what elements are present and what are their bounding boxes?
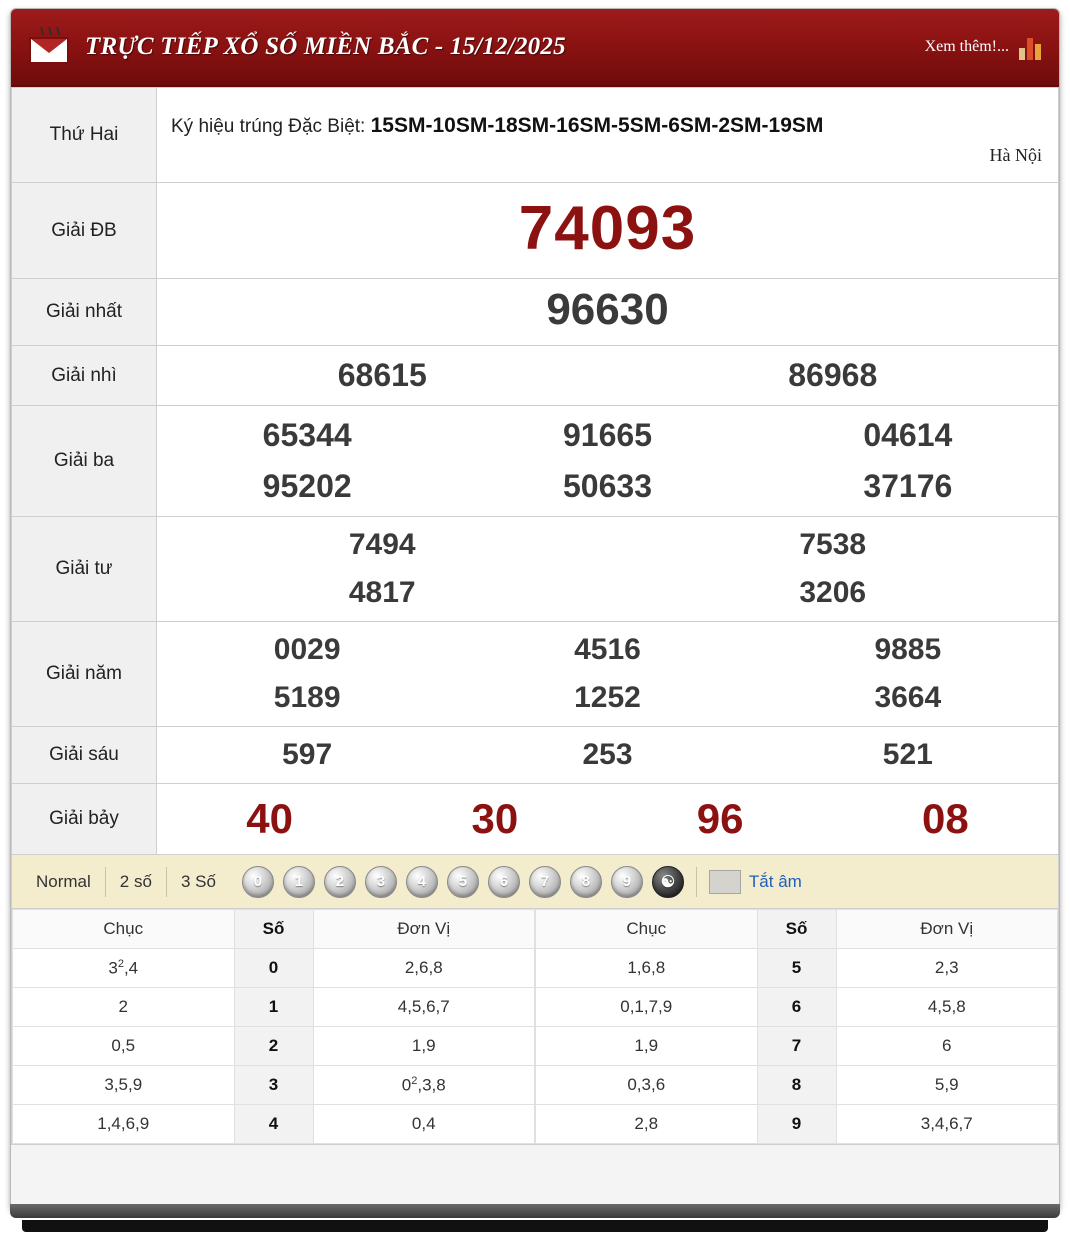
mode-normal-button[interactable]: Normal bbox=[36, 871, 91, 891]
digit-ball-5[interactable]: 5 bbox=[447, 866, 479, 898]
weekday-label: Thứ Hai bbox=[12, 88, 157, 183]
cell-units: 2,3 bbox=[836, 949, 1058, 988]
sound-toggle[interactable] bbox=[697, 870, 802, 894]
cell-units: 3,4,6,7 bbox=[836, 1105, 1058, 1144]
page-title: TRỰC TIẾP XỔ SỐ MIỀN BẮC - 15/12/2025 bbox=[85, 33, 566, 60]
bar-chart-icon[interactable] bbox=[1019, 34, 1045, 60]
col-header-num: Số bbox=[234, 910, 313, 949]
sound-label[interactable]: Tắt âm bbox=[748, 871, 802, 891]
cell-num: 8 bbox=[757, 1066, 836, 1105]
prize-number: 37176 bbox=[863, 468, 953, 504]
prize-label-nhat: Giải nhất bbox=[12, 279, 157, 346]
cell-units: $0^2,3,8$ bbox=[313, 1066, 535, 1105]
cell-units: 4,5,8 bbox=[836, 988, 1058, 1027]
stats-panel bbox=[11, 909, 1059, 1145]
window-bottom-bar bbox=[10, 1204, 1060, 1218]
prize-values-db bbox=[157, 183, 1059, 279]
prize-label-nhi: Giải nhì bbox=[12, 346, 157, 406]
prize-values-sau bbox=[157, 727, 1059, 784]
cell-num: 3 bbox=[234, 1066, 313, 1105]
table-row bbox=[536, 949, 1058, 988]
prize-label-bay: Giải bảy bbox=[12, 784, 157, 855]
cell-tens: 1,4,6,9 bbox=[13, 1105, 235, 1144]
prize-number: 521 bbox=[882, 738, 933, 771]
table-row bbox=[13, 949, 535, 988]
cell-tens: 3,5,9 bbox=[13, 1066, 235, 1105]
symbol-value: 15SM-10SM-18SM-16SM-5SM-6SM-2SM-19SM bbox=[370, 114, 824, 138]
lottery-widget bbox=[10, 8, 1060, 1210]
stats-table-left bbox=[12, 909, 535, 1144]
prize-label-ba: Giải ba bbox=[12, 406, 157, 517]
table-row-db bbox=[12, 183, 1059, 279]
see-more-link[interactable]: Xem thêm!... bbox=[924, 38, 1009, 55]
table-row-bay bbox=[12, 784, 1059, 855]
cell-num: 2 bbox=[234, 1027, 313, 1066]
cell-num: 0 bbox=[234, 949, 313, 988]
mail-icon bbox=[25, 27, 73, 67]
prize-number: 1252 bbox=[574, 681, 641, 714]
digit-ball-0[interactable]: 0 bbox=[242, 866, 274, 898]
symbol-cell bbox=[157, 88, 1059, 183]
table-row bbox=[536, 1105, 1058, 1144]
cell-num: 7 bbox=[757, 1027, 836, 1066]
window-foot-shadow bbox=[22, 1220, 1048, 1232]
table-row-nhat bbox=[12, 279, 1059, 346]
digit-ball-6[interactable]: 6 bbox=[488, 866, 520, 898]
prize-number: 7494 bbox=[348, 528, 416, 561]
prize-number: 4516 bbox=[574, 633, 641, 666]
prize-number: 04614 bbox=[863, 417, 953, 453]
table-row bbox=[536, 988, 1058, 1027]
prize-number: 0029 bbox=[273, 633, 341, 666]
cell-units: 4,5,6,7 bbox=[313, 988, 535, 1027]
prize-number: 95202 bbox=[262, 468, 352, 504]
prize-label-sau: Giải sáu bbox=[12, 727, 157, 784]
prize-number: 5189 bbox=[273, 681, 341, 714]
digit-ball-8[interactable]: 8 bbox=[570, 866, 602, 898]
col-header-units: Đơn Vị bbox=[313, 910, 535, 949]
prize-number: 3206 bbox=[799, 576, 867, 609]
prize-number: 68615 bbox=[337, 357, 427, 393]
three-digit-button[interactable]: 3 Số bbox=[180, 871, 216, 891]
digit-filter-group bbox=[230, 866, 696, 898]
digit-ball-9[interactable]: 9 bbox=[611, 866, 643, 898]
two-digit-button[interactable]: 2 số bbox=[119, 871, 152, 891]
table-row-sau bbox=[12, 727, 1059, 784]
digit-ball-7[interactable]: 7 bbox=[529, 866, 561, 898]
prize-values-tu bbox=[157, 517, 1059, 622]
symbol-label: Ký hiệu trúng Đặc Biệt: bbox=[171, 116, 366, 138]
table-row-tu bbox=[12, 517, 1059, 622]
header-bar bbox=[11, 9, 1059, 87]
prize-number: 08 bbox=[922, 795, 969, 842]
prize-number: 65344 bbox=[262, 417, 352, 453]
cell-num: 4 bbox=[234, 1105, 313, 1144]
prize-number: 30 bbox=[471, 795, 519, 842]
prize-number: 253 bbox=[582, 738, 633, 771]
cell-num: 9 bbox=[757, 1105, 836, 1144]
yinyang-icon[interactable]: ☯ bbox=[652, 866, 684, 898]
cell-tens: 1,6,8 bbox=[536, 949, 758, 988]
prize-number: 9885 bbox=[874, 633, 942, 666]
prize-values-nhi bbox=[157, 346, 1059, 406]
speaker-mute-icon bbox=[709, 870, 741, 894]
table-row-meta bbox=[12, 88, 1059, 183]
prize-values-nam bbox=[157, 622, 1059, 727]
prize-number: 7538 bbox=[799, 528, 867, 561]
cell-units: 5,9 bbox=[836, 1066, 1058, 1105]
cell-tens: 2 bbox=[13, 988, 235, 1027]
cell-tens: 1,9 bbox=[536, 1027, 758, 1066]
cell-tens: 2,8 bbox=[536, 1105, 758, 1144]
table-row-nhi bbox=[12, 346, 1059, 406]
cell-num: 1 bbox=[234, 988, 313, 1027]
cell-tens: 0,3,6 bbox=[536, 1066, 758, 1105]
prize-values-bay bbox=[157, 784, 1059, 855]
col-header-tens: Chục bbox=[536, 910, 758, 949]
table-row-nam bbox=[12, 622, 1059, 727]
cell-units: 2,6,8 bbox=[313, 949, 535, 988]
prize-number: 3664 bbox=[874, 681, 942, 714]
col-header-units: Đơn Vị bbox=[836, 910, 1058, 949]
digit-ball-3[interactable]: 3 bbox=[365, 866, 397, 898]
cell-tens: $3^2,4$ bbox=[13, 949, 235, 988]
prize-number: 86968 bbox=[788, 357, 878, 393]
prize-number: 74093 bbox=[518, 194, 697, 263]
cell-units: 6 bbox=[836, 1027, 1058, 1066]
prize-number: 96630 bbox=[546, 285, 669, 334]
table-row bbox=[13, 988, 535, 1027]
cell-units: 0,4 bbox=[313, 1105, 535, 1144]
table-row-ba bbox=[12, 406, 1059, 517]
cell-units: 1,9 bbox=[313, 1027, 535, 1066]
cell-tens: 0,5 bbox=[13, 1027, 235, 1066]
results-table bbox=[11, 87, 1059, 855]
prize-number: 597 bbox=[282, 738, 333, 771]
toolbar bbox=[11, 855, 1059, 909]
prize-values-ba bbox=[157, 406, 1059, 517]
cell-num: 6 bbox=[757, 988, 836, 1027]
table-row bbox=[13, 1066, 535, 1105]
prize-values-nhat bbox=[157, 279, 1059, 346]
col-header-num: Số bbox=[757, 910, 836, 949]
table-row bbox=[13, 1027, 535, 1066]
prize-number: 50633 bbox=[563, 468, 652, 504]
prize-number: 40 bbox=[246, 795, 293, 842]
table-row bbox=[536, 1066, 1058, 1105]
prize-number: 4817 bbox=[348, 576, 416, 609]
province-label: Hà Nội bbox=[989, 144, 1042, 165]
digit-ball-2[interactable]: 2 bbox=[324, 866, 356, 898]
digit-ball-1[interactable]: 1 bbox=[283, 866, 315, 898]
cell-tens: 0,1,7,9 bbox=[536, 988, 758, 1027]
table-row bbox=[536, 1027, 1058, 1066]
digit-ball-4[interactable]: 4 bbox=[406, 866, 438, 898]
prize-number: 96 bbox=[696, 795, 744, 842]
prize-label-db: Giải ĐB bbox=[12, 183, 157, 279]
prize-label-tu: Giải tư bbox=[12, 517, 157, 622]
table-row bbox=[13, 1105, 535, 1144]
stats-header-row bbox=[13, 910, 535, 949]
cell-num: 5 bbox=[757, 949, 836, 988]
prize-number: 91665 bbox=[563, 417, 652, 453]
stats-header-row bbox=[536, 910, 1058, 949]
prize-label-nam: Giải năm bbox=[12, 622, 157, 727]
stats-table-right bbox=[535, 909, 1058, 1144]
col-header-tens: Chục bbox=[13, 910, 235, 949]
